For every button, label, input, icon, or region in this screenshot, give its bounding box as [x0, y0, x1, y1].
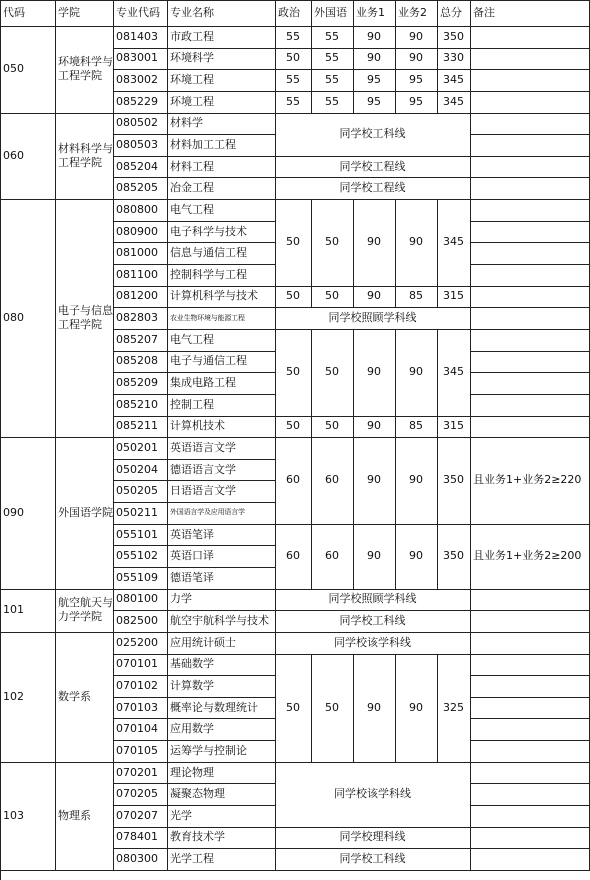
major-name: 控制工程 — [167, 394, 276, 417]
header-code: 代码 — [0, 0, 56, 27]
major-name: 凝聚态物理 — [167, 783, 276, 806]
header-major-code: 专业代码 — [113, 0, 168, 27]
major-name: 德语语言文学 — [167, 459, 276, 482]
score-subject1: 90 — [353, 654, 396, 763]
remark-cell — [470, 394, 590, 417]
major-name: 英语笔译 — [167, 524, 276, 547]
score-foreign-language: 60 — [311, 524, 354, 590]
major-name: 电子与通信工程 — [167, 351, 276, 374]
major-name: 环境工程 — [167, 91, 276, 114]
score-foreign-language: 50 — [311, 654, 354, 763]
major-code: 082803 — [113, 307, 168, 330]
major-code: 050205 — [113, 480, 168, 503]
remark-cell — [470, 783, 590, 806]
score-subject2: 90 — [395, 437, 438, 525]
college-name: 外国语学院 — [55, 437, 114, 589]
major-name: 概率论与数理统计 — [167, 697, 276, 720]
score-foreign-language: 55 — [311, 48, 354, 71]
college-code: 102 — [0, 632, 56, 763]
header-subject1: 业务1 — [353, 0, 396, 27]
score-total: 345 — [437, 91, 471, 114]
major-code: 055109 — [113, 567, 168, 590]
header-remark: 备注 — [470, 0, 590, 27]
score-foreign-language: 50 — [311, 199, 354, 287]
score-foreign-language: 55 — [311, 69, 354, 92]
major-code: 055102 — [113, 545, 168, 568]
score-subject2: 90 — [395, 48, 438, 71]
major-code: 070103 — [113, 697, 168, 720]
major-name: 教育技术学 — [167, 827, 276, 850]
remark-cell — [470, 199, 590, 222]
college-code: 080 — [0, 199, 56, 438]
major-code: 081000 — [113, 242, 168, 265]
score-subject2: 90 — [395, 199, 438, 287]
score-total: 350 — [437, 26, 471, 49]
college-name: 数学系 — [55, 632, 114, 763]
major-code: 070101 — [113, 654, 168, 677]
score-politics: 50 — [275, 654, 312, 763]
score-subject1: 90 — [353, 286, 396, 309]
remark-cell — [470, 675, 590, 698]
score-total: 345 — [437, 329, 471, 417]
college-name: 电子与信息工程学院 — [55, 199, 114, 438]
score-total: 350 — [437, 524, 471, 590]
remark-cell — [470, 91, 590, 114]
score-note: 同学校照顾学科线 — [275, 589, 471, 612]
score-foreign-language: 55 — [311, 91, 354, 114]
remark-cell — [470, 156, 590, 179]
major-name: 光学工程 — [167, 848, 276, 871]
score-total: 330 — [437, 48, 471, 71]
major-code: 050201 — [113, 437, 168, 460]
score-politics: 50 — [275, 416, 312, 439]
major-name: 计算机科学与技术 — [167, 286, 276, 309]
score-total: 315 — [437, 286, 471, 309]
major-code: 080800 — [113, 199, 168, 222]
major-name: 光学 — [167, 805, 276, 828]
score-subject2: 90 — [395, 329, 438, 417]
major-name: 农业生物环境与能源工程 — [167, 307, 276, 330]
score-foreign-language: 50 — [311, 286, 354, 309]
score-subject1: 90 — [353, 48, 396, 71]
major-name: 材料加工工程 — [167, 134, 276, 157]
major-code: 085207 — [113, 329, 168, 352]
major-name: 应用数学 — [167, 718, 276, 741]
remark-cell — [470, 264, 590, 287]
college-name: 环境科学与工程学院 — [55, 26, 114, 114]
remark-cell — [470, 827, 590, 850]
score-politics: 50 — [275, 199, 312, 287]
score-politics: 50 — [275, 286, 312, 309]
score-subject2: 90 — [395, 524, 438, 590]
remark-text: 且业务1+业务2≥200 — [470, 524, 590, 590]
header-politics: 政治 — [275, 0, 312, 27]
major-name: 航空宇航科学与技术 — [167, 610, 276, 633]
major-code: 081403 — [113, 26, 168, 49]
score-politics: 50 — [275, 48, 312, 71]
remark-cell — [470, 654, 590, 677]
college-name: 航空航天与力学学院 — [55, 589, 114, 633]
score-politics: 60 — [275, 437, 312, 525]
score-note: 同学校该学科线 — [275, 632, 471, 655]
major-code: 085229 — [113, 91, 168, 114]
score-subject2: 85 — [395, 286, 438, 309]
remark-cell — [470, 26, 590, 49]
major-name: 计算机技术 — [167, 416, 276, 439]
major-name: 基础数学 — [167, 654, 276, 677]
score-foreign-language: 50 — [311, 329, 354, 417]
header-school: 学院 — [55, 0, 114, 27]
score-note: 同学校工程线 — [275, 177, 471, 200]
major-name: 材料工程 — [167, 156, 276, 179]
header-total: 总分 — [437, 0, 471, 27]
major-code: 082500 — [113, 610, 168, 633]
score-foreign-language: 55 — [311, 26, 354, 49]
score-foreign-language: 50 — [311, 416, 354, 439]
remark-cell — [470, 416, 590, 439]
college-name: 材料科学与工程学院 — [55, 113, 114, 201]
major-code: 085211 — [113, 416, 168, 439]
major-name: 电子科学与技术 — [167, 221, 276, 244]
major-name: 计算数学 — [167, 675, 276, 698]
major-name: 英语语言文学 — [167, 437, 276, 460]
score-subject1: 90 — [353, 416, 396, 439]
major-code: 085204 — [113, 156, 168, 179]
remark-cell — [470, 329, 590, 352]
score-subject2: 90 — [395, 654, 438, 763]
header-major-name: 专业名称 — [167, 0, 276, 27]
major-code: 070201 — [113, 762, 168, 785]
college-code: 090 — [0, 437, 56, 589]
major-name: 应用统计硕士 — [167, 632, 276, 655]
major-code: 070205 — [113, 783, 168, 806]
score-politics: 55 — [275, 69, 312, 92]
major-name: 德语笔译 — [167, 567, 276, 590]
major-code: 083001 — [113, 48, 168, 71]
remark-cell — [470, 221, 590, 244]
remark-cell — [470, 177, 590, 200]
college-code: 050 — [0, 26, 56, 114]
remark-cell — [470, 632, 590, 655]
major-code: 085209 — [113, 372, 168, 395]
major-code: 080100 — [113, 589, 168, 612]
major-code: 070104 — [113, 718, 168, 741]
remark-cell — [470, 48, 590, 71]
major-name: 集成电路工程 — [167, 372, 276, 395]
major-code: 081200 — [113, 286, 168, 309]
major-code: 085208 — [113, 351, 168, 374]
major-name: 控制科学与工程 — [167, 264, 276, 287]
score-note: 同学校照顾学科线 — [275, 307, 471, 330]
major-name: 外国语言学及应用语言学 — [167, 502, 276, 525]
major-code: 080300 — [113, 848, 168, 871]
major-name: 材料学 — [167, 113, 276, 136]
score-note: 同学校工程线 — [275, 156, 471, 179]
remark-cell — [470, 740, 590, 763]
score-total: 345 — [437, 69, 471, 92]
remark-cell — [470, 307, 590, 330]
score-total: 345 — [437, 199, 471, 287]
major-code: 080900 — [113, 221, 168, 244]
score-subject1: 90 — [353, 329, 396, 417]
header-foreign-language: 外国语 — [311, 0, 354, 27]
remark-cell — [470, 134, 590, 157]
major-code: 078401 — [113, 827, 168, 850]
major-code: 080503 — [113, 134, 168, 157]
major-name: 电气工程 — [167, 329, 276, 352]
score-politics: 60 — [275, 524, 312, 590]
score-subject1: 90 — [353, 199, 396, 287]
remark-cell — [470, 589, 590, 612]
major-name: 运筹学与控制论 — [167, 740, 276, 763]
score-subject1: 95 — [353, 91, 396, 114]
score-subject1: 95 — [353, 69, 396, 92]
major-code: 050204 — [113, 459, 168, 482]
major-code: 081100 — [113, 264, 168, 287]
score-note: 同学校工科线 — [275, 610, 471, 633]
major-name: 市政工程 — [167, 26, 276, 49]
score-subject2: 90 — [395, 26, 438, 49]
score-politics: 55 — [275, 26, 312, 49]
major-code: 070105 — [113, 740, 168, 763]
remark-text: 且业务1+业务2≥220 — [470, 437, 590, 525]
remark-cell — [470, 372, 590, 395]
score-note: 同学校理科线 — [275, 827, 471, 850]
score-note: 同学校工科线 — [275, 848, 471, 871]
major-code: 083002 — [113, 69, 168, 92]
header-subject2: 业务2 — [395, 0, 438, 27]
score-politics: 50 — [275, 329, 312, 417]
remark-cell — [470, 718, 590, 741]
major-name: 力学 — [167, 589, 276, 612]
remark-cell — [470, 697, 590, 720]
score-subject2: 95 — [395, 69, 438, 92]
remark-cell — [470, 113, 590, 136]
remark-cell — [470, 242, 590, 265]
major-name: 信息与通信工程 — [167, 242, 276, 265]
major-code: 070102 — [113, 675, 168, 698]
score-note: 同学校该学科线 — [275, 762, 471, 828]
score-total: 350 — [437, 437, 471, 525]
remark-cell — [470, 69, 590, 92]
remark-cell — [470, 286, 590, 309]
remark-cell — [470, 762, 590, 785]
score-subject1: 90 — [353, 26, 396, 49]
college-code: 103 — [0, 762, 56, 871]
score-subject2: 95 — [395, 91, 438, 114]
college-name: 物理系 — [55, 762, 114, 871]
score-politics: 55 — [275, 91, 312, 114]
score-total: 315 — [437, 416, 471, 439]
major-code: 055101 — [113, 524, 168, 547]
remark-cell — [470, 805, 590, 828]
score-note: 同学校工科线 — [275, 113, 471, 157]
remark-cell — [470, 610, 590, 633]
major-name: 理论物理 — [167, 762, 276, 785]
major-name: 环境科学 — [167, 48, 276, 71]
remark-cell — [470, 848, 590, 871]
score-subject2: 85 — [395, 416, 438, 439]
major-name: 冶金工程 — [167, 177, 276, 200]
college-code: 060 — [0, 113, 56, 201]
major-code: 050211 — [113, 502, 168, 525]
score-foreign-language: 60 — [311, 437, 354, 525]
score-total: 325 — [437, 654, 471, 763]
major-code: 025200 — [113, 632, 168, 655]
major-name: 日语语言文学 — [167, 480, 276, 503]
major-code: 085205 — [113, 177, 168, 200]
major-code: 080502 — [113, 113, 168, 136]
remark-cell — [470, 351, 590, 374]
score-subject1: 90 — [353, 437, 396, 525]
major-code: 085210 — [113, 394, 168, 417]
major-name: 英语口译 — [167, 545, 276, 568]
major-code: 070207 — [113, 805, 168, 828]
score-subject1: 90 — [353, 524, 396, 590]
college-code: 101 — [0, 589, 56, 633]
major-name: 电气工程 — [167, 199, 276, 222]
major-name: 环境工程 — [167, 69, 276, 92]
